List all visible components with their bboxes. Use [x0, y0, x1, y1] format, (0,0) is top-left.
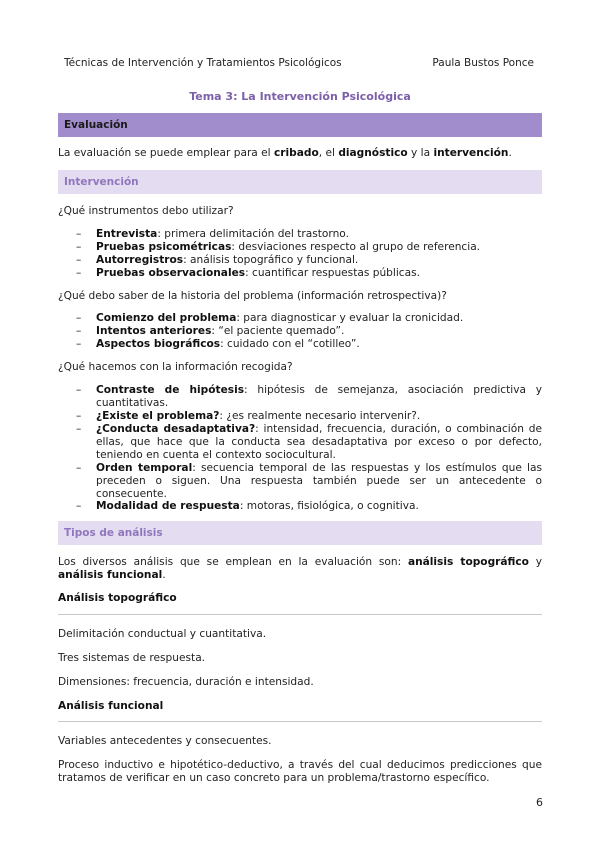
topografico-line: Dimensiones: frecuencia, duración e intensidad. — [58, 675, 314, 688]
list-item: – Contraste de hipótesis: hipótesis de semejanza, asociación predictiva y cuantitativas. — [58, 384, 542, 410]
list-item: – Comienzo del problema: para diagnosticar y evaluar la cronicidad. — [58, 312, 542, 325]
list-item: – Modalidad de respuesta: motoras, fisiológica, o cognitiva. — [58, 500, 542, 513]
list-item: – Entrevista: primera delimitación del trastorno. — [58, 228, 542, 241]
list-item: – Pruebas psicométricas: desviaciones respecto al grupo de referencia. — [58, 241, 542, 254]
header-author: Paula Bustos Ponce — [432, 57, 534, 69]
section-heading-tipos: Tipos de análisis — [58, 521, 542, 545]
evaluacion-paragraph: La evaluación se puede emplear para el cribado, el diagnóstico y la intervención. — [58, 147, 512, 159]
question-instruments: ¿Qué instrumentos debo utilizar? — [58, 204, 234, 217]
funcional-line: Variables antecedentes y consecuentes. — [58, 734, 272, 747]
funcional-line: Proceso inductivo e hipotético-deductivo, a través del cual deducimos predicciones que tratamos de verificar en un caso concreto para un problema/trastorno específico. — [58, 758, 542, 784]
section-heading-intervencion: Intervención — [58, 170, 542, 194]
information-list — [58, 384, 542, 513]
subheading-topografico: Análisis topográfico — [58, 592, 177, 605]
main-content — [58, 113, 542, 785]
topic-title: Tema 3: La Intervención Psicológica — [189, 90, 411, 103]
question-history: ¿Qué debo saber de la historia del problema (información retrospectiva)? — [58, 289, 447, 302]
subheading-funcional: Análisis funcional — [58, 699, 164, 712]
tipos-intro: Los diversos análisis que se emplean en la evaluación son: análisis topográfico y análisis funcional. — [58, 556, 542, 582]
list-item: – Pruebas observacionales: cuantificar respuestas públicas. — [58, 267, 542, 280]
list-item: – ¿Conducta desadaptativa?: intensidad, frecuencia, duración, o combinación de ellas, que hace que la conducta sea desadaptativa por exceso o por defecto, teniendo en cuenta el contexto sociocultural. — [58, 423, 542, 462]
question-information: ¿Qué hacemos con la información recogida? — [58, 361, 293, 374]
list-item: – Orden temporal: secuencia temporal de las respuestas y los estímulos que las preceden o siguen. Una respuesta también puede ser un antecedente o consecuente. — [58, 462, 542, 501]
page-number: 6 — [536, 796, 543, 809]
list-item: – Autorregistros: análisis topográfico y funcional. — [58, 254, 542, 267]
list-item: – ¿Existe el problema?: ¿es realmente necesario intervenir?. — [58, 410, 542, 423]
history-list — [58, 312, 542, 351]
topografico-line: Delimitación conductual y cuantitativa. — [58, 628, 267, 641]
divider — [58, 721, 542, 722]
divider — [58, 614, 542, 615]
list-item: – Intentos anteriores: “el paciente quemado”. — [58, 325, 542, 338]
list-item: – Aspectos biográficos: cuidado con el “cotilleo”. — [58, 338, 542, 351]
header-course: Técnicas de Intervención y Tratamientos Psicológicos — [64, 57, 342, 69]
instruments-list — [58, 228, 542, 280]
section-heading-evaluacion: Evaluación — [58, 113, 542, 137]
topografico-line: Tres sistemas de respuesta. — [58, 652, 206, 665]
